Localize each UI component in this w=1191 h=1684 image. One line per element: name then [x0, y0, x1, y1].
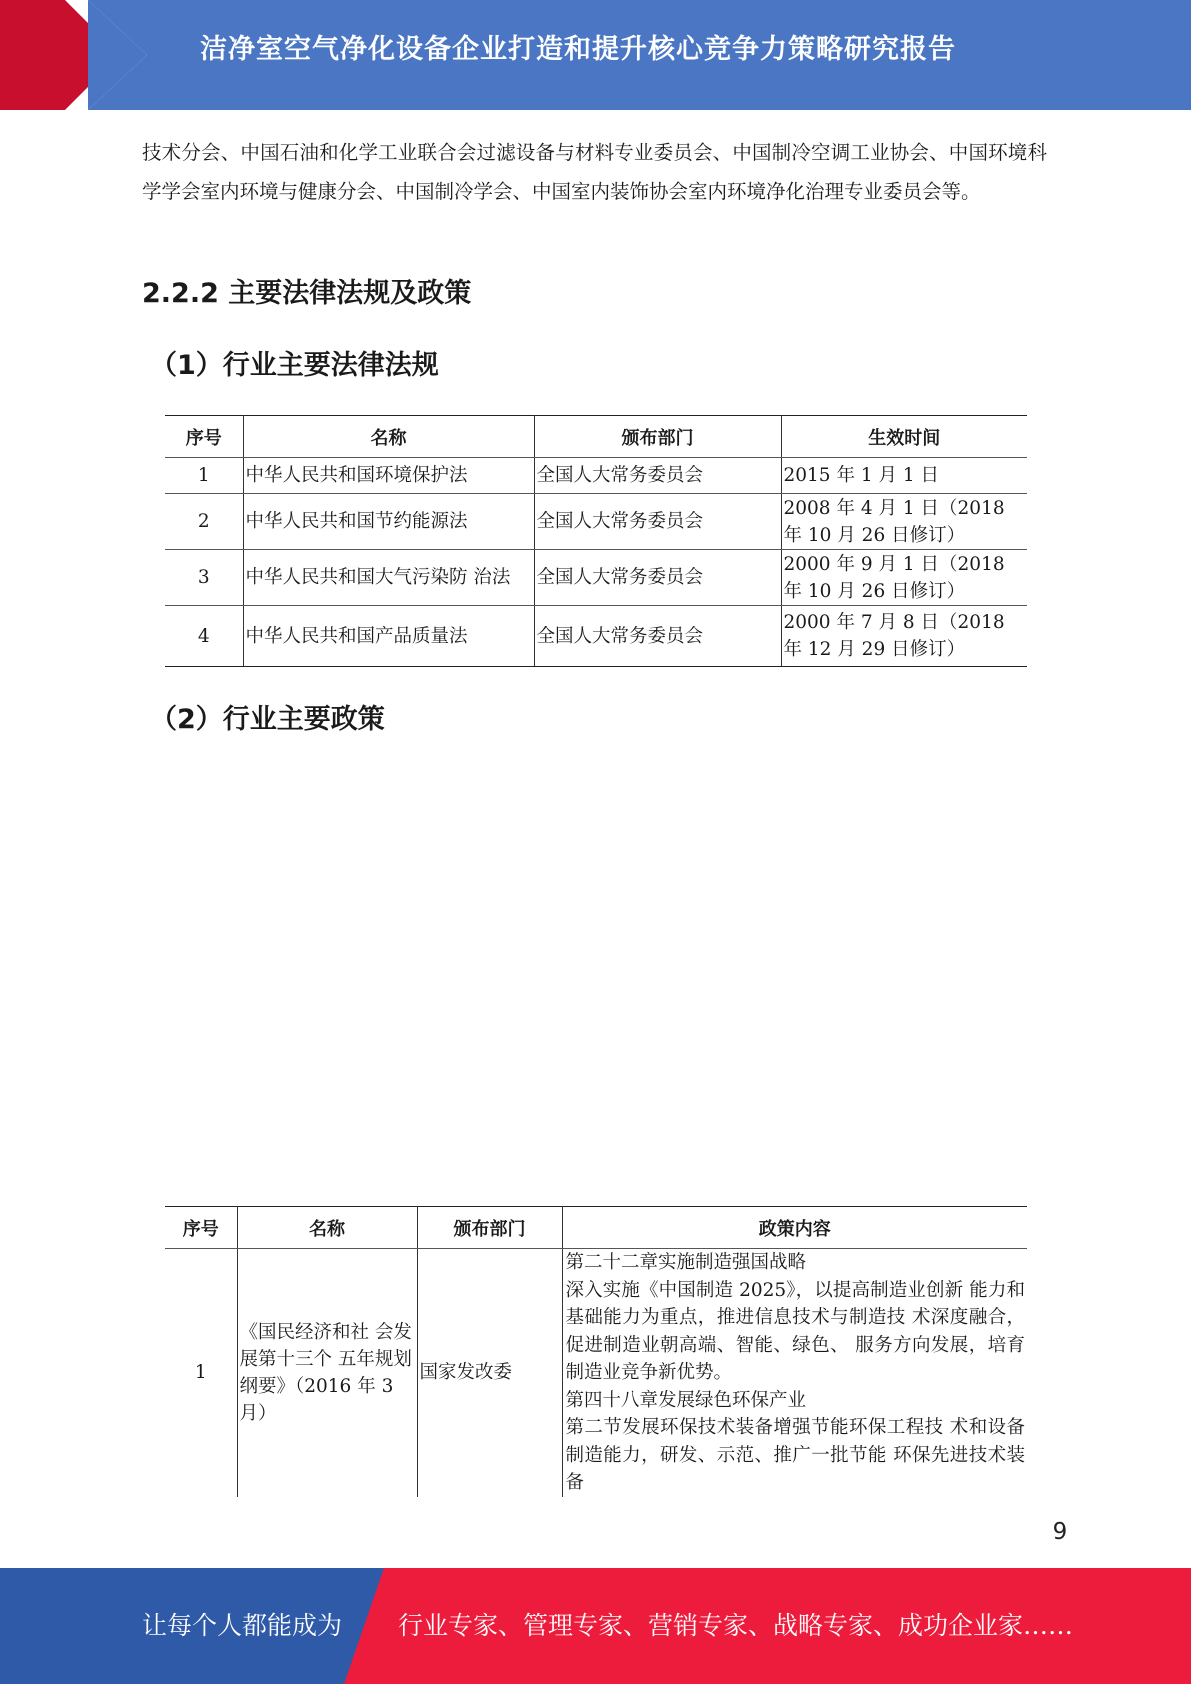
law-name: 中华人民共和国大气污染防 治法 [243, 550, 534, 606]
column-header-effective: 生效时间 [781, 416, 1027, 458]
policy-name: 《国民经济和社 会发展第十三个 五年规划纲要》（2016 年 3 月） [237, 1249, 417, 1497]
column-header-name: 名称 [237, 1207, 417, 1249]
law-effective-date: 2015 年 1 月 1 日 [781, 458, 1027, 494]
column-header-dept: 颁布部门 [534, 416, 781, 458]
section-heading: 2.2.2 主要法律法规及政策 [142, 278, 472, 309]
row-number: 2 [165, 494, 243, 550]
laws-heading: （1）行业主要法律法规 [150, 350, 439, 381]
law-name: 中华人民共和国环境保护法 [243, 458, 534, 494]
column-header-dept: 颁布部门 [417, 1207, 562, 1249]
page-footer [0, 1568, 1191, 1684]
policy-dept: 国家发改委 [417, 1249, 562, 1497]
table-row [165, 1249, 1027, 1497]
row-number: 4 [165, 606, 243, 667]
policies-table [165, 1206, 1027, 1497]
law-dept: 全国人大常务委员会 [534, 606, 781, 667]
policy-content-line: 第二节发展环保技术装备增强节能环保工程技 术和设备制造能力，研发、示范、推广一批节能 环保先进技术装备 [565, 1417, 1025, 1493]
law-effective-date: 2000 年 9 月 1 日（2018 年 10 月 26 日修订） [781, 550, 1027, 606]
table-row [165, 458, 1027, 494]
column-header-no: 序号 [165, 416, 243, 458]
policy-content-line: 深入实施《中国制造 2025》，以提高制造业创新 能力和基础能力为重点，推进信息技术与制造技 术深度融合，促进制造业朝高端、智能、绿色、 服务方向发展，培育制造业竞争新优势。 [565, 1279, 1025, 1383]
law-dept: 全国人大常务委员会 [534, 550, 781, 606]
row-number: 3 [165, 550, 243, 606]
table-header-row [165, 416, 1027, 458]
table-row [165, 494, 1027, 550]
law-name: 中华人民共和国产品质量法 [243, 606, 534, 667]
laws-table [165, 415, 1027, 667]
law-dept: 全国人大常务委员会 [534, 494, 781, 550]
policy-content-line: 第二十二章实施制造强国战略 [565, 1252, 807, 1273]
column-header-name: 名称 [243, 416, 534, 458]
footer-slogan-left: 让每个人都能成为 [142, 1611, 343, 1640]
column-header-no: 序号 [165, 1207, 237, 1249]
law-effective-date: 2000 年 7 月 8 日（2018 年 12 月 29 日修订） [781, 606, 1027, 667]
intro-paragraph: 技术分会、中国石油和化学工业联合会过滤设备与材料专业委员会、中国制冷空调工业协会、中国环境科学学会室内环境与健康分会、中国制冷学会、中国室内装饰协会室内环境净化治理专业委员会等。 [142, 141, 1047, 203]
page-number: 9 [1052, 1519, 1068, 1545]
footer-slogan-right: 行业专家、管理专家、营销专家、战略专家、成功企业家…… [398, 1611, 1074, 1640]
row-number: 1 [165, 1249, 237, 1497]
law-name: 中华人民共和国节约能源法 [243, 494, 534, 550]
policy-content-line: 第四十八章发展绿色环保产业 [565, 1389, 807, 1411]
policies-heading: （2）行业主要政策 [150, 704, 385, 735]
table-header-row [165, 1207, 1027, 1249]
law-effective-date: 2008 年 4 月 1 日（2018 年 10 月 26 日修订） [781, 494, 1027, 550]
table-row [165, 606, 1027, 667]
report-title: 洁净室空气净化设备企业打造和提升核心竞争力策略研究报告 [200, 34, 956, 65]
page-header [0, 0, 1191, 110]
table-row [165, 550, 1027, 606]
policy-content [562, 1249, 1027, 1497]
column-header-content: 政策内容 [562, 1207, 1027, 1249]
row-number: 1 [165, 458, 243, 494]
law-dept: 全国人大常务委员会 [534, 458, 781, 494]
